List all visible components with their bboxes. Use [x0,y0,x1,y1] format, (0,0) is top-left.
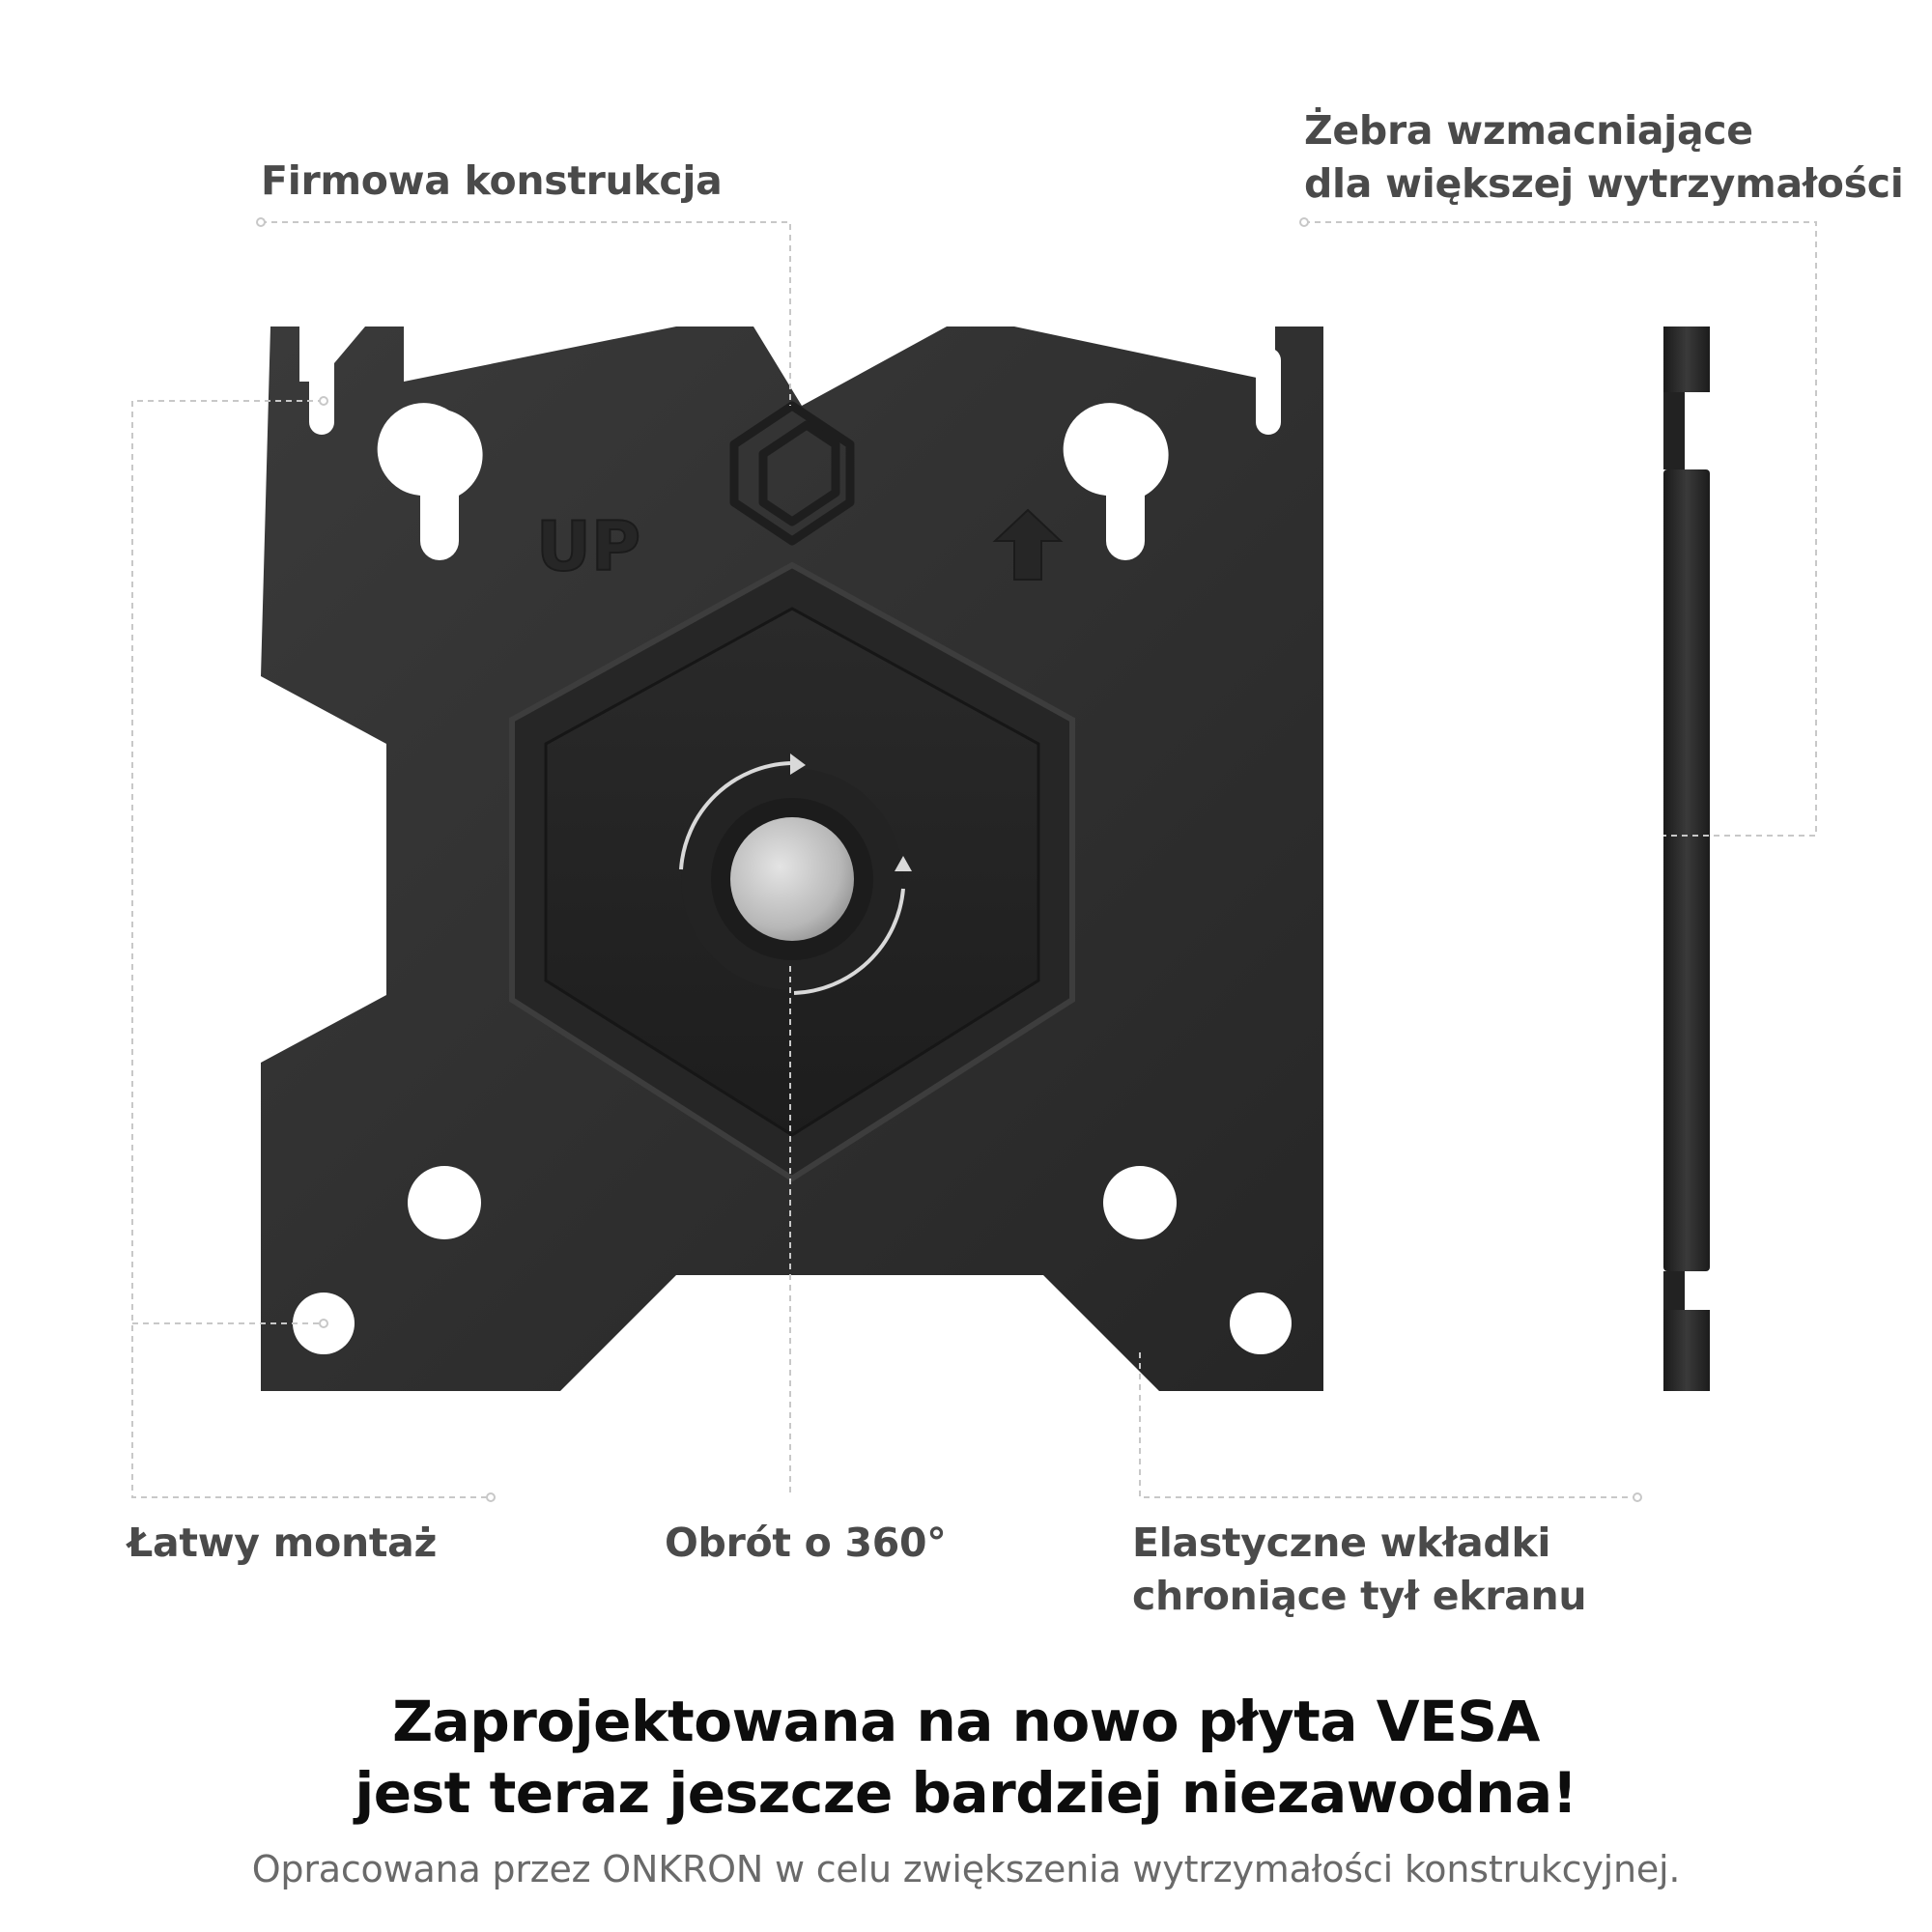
callout-inserts [1132,1517,1586,1623]
subline: Opracowana przez ONKRON w celu zwiększenia wytrzymałości konstrukcyjnej. [251,1848,1681,1890]
side-top-tab [1663,327,1710,392]
callout-ribs-line2: dla większej wytrzymałości [1304,160,1904,207]
leader-ribs [1304,222,1816,836]
callout-inserts-line2: chroniące tył ekranu [1132,1573,1587,1619]
side-bottom-tab [1663,1310,1710,1391]
callout-brand-design: Firmowa konstrukcja [261,157,723,204]
headline [0,1686,1932,1829]
up-marking: UP [536,507,641,586]
callout-ribs [1304,104,1904,211]
hole-bottom-left [408,1166,481,1239]
vesa-plate [261,327,1323,1391]
side-lower-thin [1663,1271,1685,1310]
hole-corner-right [1230,1293,1292,1354]
slot-right [1256,348,1281,435]
callout-easy-mount: Łatwy montaż [128,1520,438,1566]
side-upper-thin [1663,392,1685,469]
headline-line2: jest teraz jeszcze bardziej niezawodna! [355,1760,1577,1826]
bolt-head [730,817,854,941]
slot-left [309,348,334,435]
callout-rotation: Obrót o 360° [665,1520,947,1566]
callout-inserts-line1: Elastyczne wkładki [1132,1520,1551,1566]
callout-ribs-line1: Żebra wzmacniające [1304,107,1753,154]
hole-bottom-right [1103,1166,1177,1239]
plate-side-profile [1663,327,1710,1391]
side-rib [1663,469,1710,1271]
headline-line1: Zaprojektowana na nowo płyta VESA [392,1689,1540,1754]
